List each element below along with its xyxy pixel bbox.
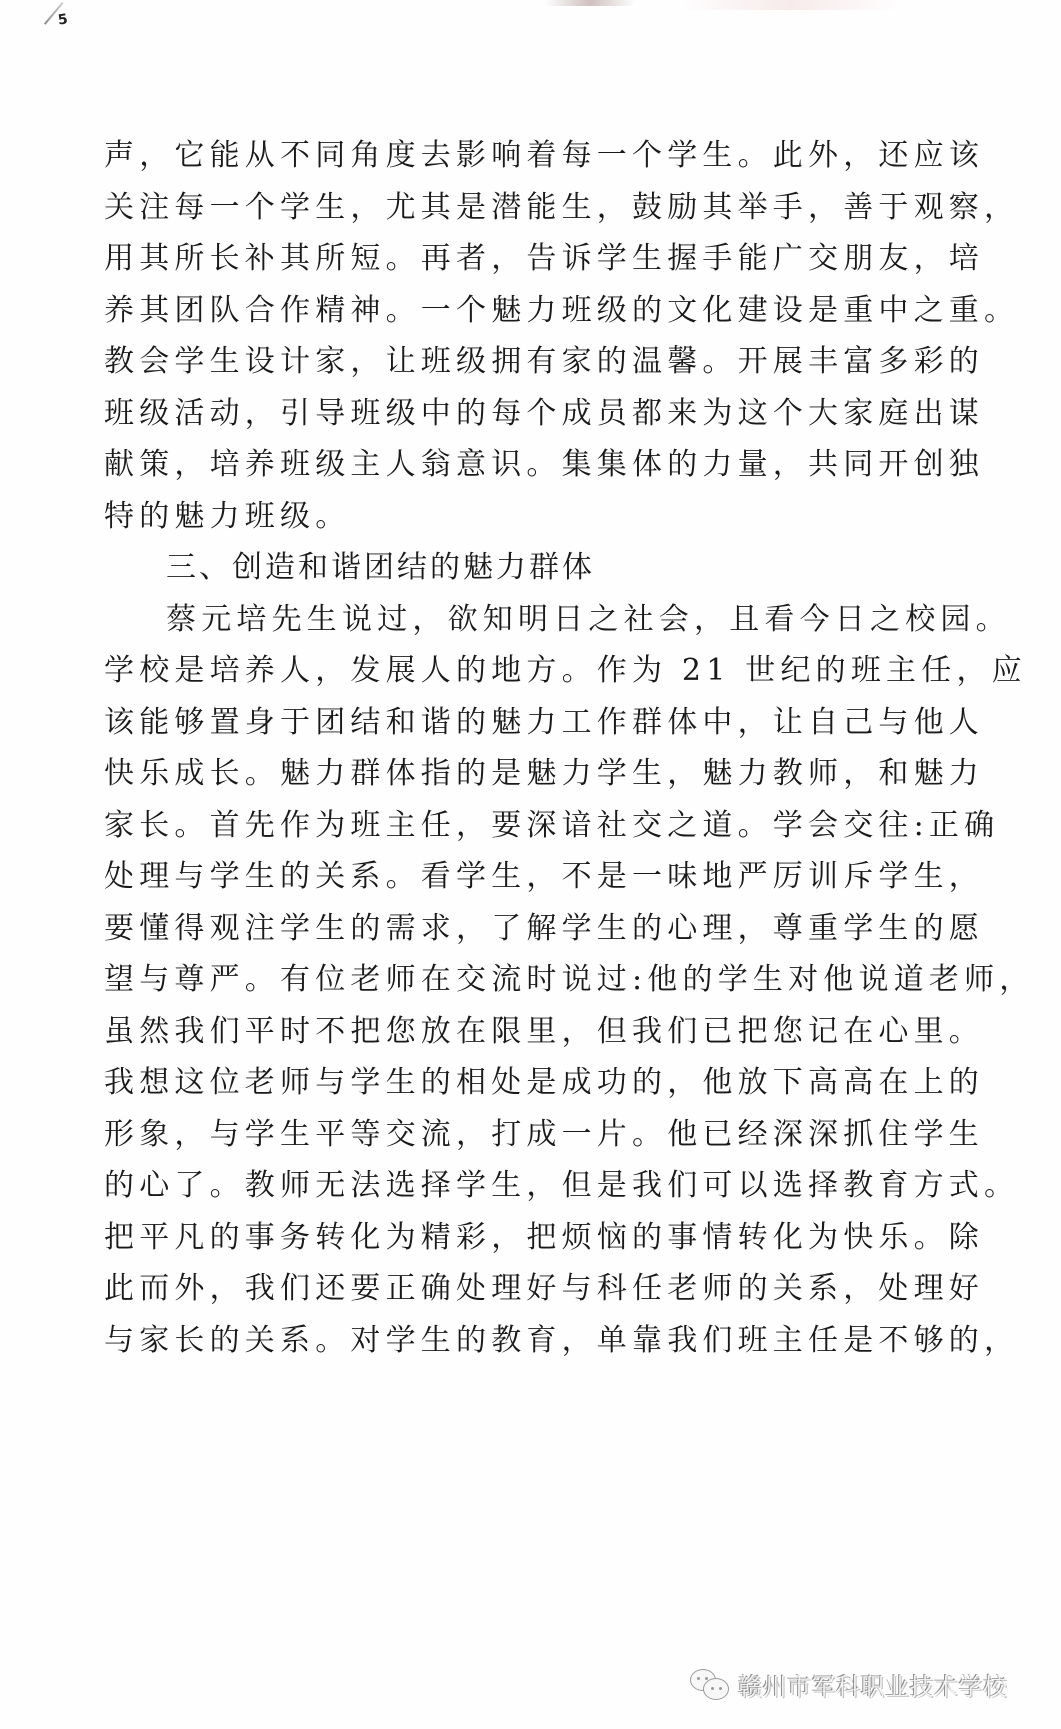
wechat-icon [690, 1669, 730, 1701]
text-line: 家长。首先作为班主任，要深谙社交之道。学会交往:正确 [104, 807, 1000, 843]
watermark-text: 赣州市军科职业技术学校 [738, 1673, 1008, 1701]
text-line: 虽然我们平时不把您放在限里，但我们已把您记在心里。 [104, 1013, 984, 1049]
text-line: 学校是培养人，发展人的地方。作为 21 世纪的班主任，应 [104, 653, 1027, 688]
text-line: 快乐成长。魅力群体指的是魅力学生，魅力教师，和魅力 [104, 756, 984, 791]
document-body [104, 130, 1035, 1366]
text-line: 养其团队合作精神。一个魅力班级的文化建设是重中之重。 [104, 292, 1020, 328]
text-line: 我想这位老师与学生的相处是成功的，他放下高高在上的 [104, 1065, 984, 1100]
text-line: 把平凡的事务转化为精彩，把烦恼的事情转化为快乐。除 [104, 1219, 984, 1255]
text-line: 关注每一个学生，尤其是潜能生，鼓励其举手，善于观察， [104, 189, 1020, 225]
text-line: 蔡元培先生说过，欲知明日之社会，且看今日之校园。 [166, 601, 1011, 637]
text-line: 形象，与学生平等交流，打成一片。他已经深深抓住学生 [104, 1116, 984, 1152]
text-line: 此而外，我们还要正确处理好与科任老师的关系，处理好 [104, 1271, 984, 1306]
text-line: 献策，培养班级主人翁意识。集集体的力量，共同开创独 [104, 447, 984, 482]
text-line: 处理与学生的关系。看学生，不是一味地严厉训斥学生， [104, 859, 984, 894]
text-line: 教会学生设计家，让班级拥有家的温馨。开展丰富多彩的 [104, 344, 984, 379]
text-line: 声，它能从不同角度去影响着每一个学生。此外，还应该 [104, 138, 984, 173]
text-line: 要懂得观注学生的需求，了解学生的心理，尊重学生的愿 [104, 910, 984, 946]
text-line: 的心了。教师无法选择学生，但是我们可以选择教育方式。 [104, 1168, 1020, 1203]
text-line: 望与尊严。有位老师在交流时说过:他的学生对他说道老师， [104, 962, 1035, 997]
page-number-mark: 5 [56, 11, 69, 29]
scan-smudge [680, 0, 900, 10]
section-heading: 三、创造和谐团结的魅力群体 [166, 550, 595, 585]
text-line: 用其所长补其所短。再者，告诉学生握手能广交朋友，培 [104, 241, 984, 276]
text-line: 特的魅力班级。 [104, 498, 351, 534]
text-line: 与家长的关系。对学生的教育，单靠我们班主任是不够的， [104, 1322, 1020, 1358]
wechat-watermark [690, 1667, 1008, 1702]
scan-smudge [545, 0, 635, 6]
text-line: 班级活动，引导班级中的每个成员都来为这个大家庭出谋 [104, 395, 984, 431]
text-line: 该能够置身于团结和谐的魅力工作群体中，让自己与他人 [104, 704, 984, 740]
